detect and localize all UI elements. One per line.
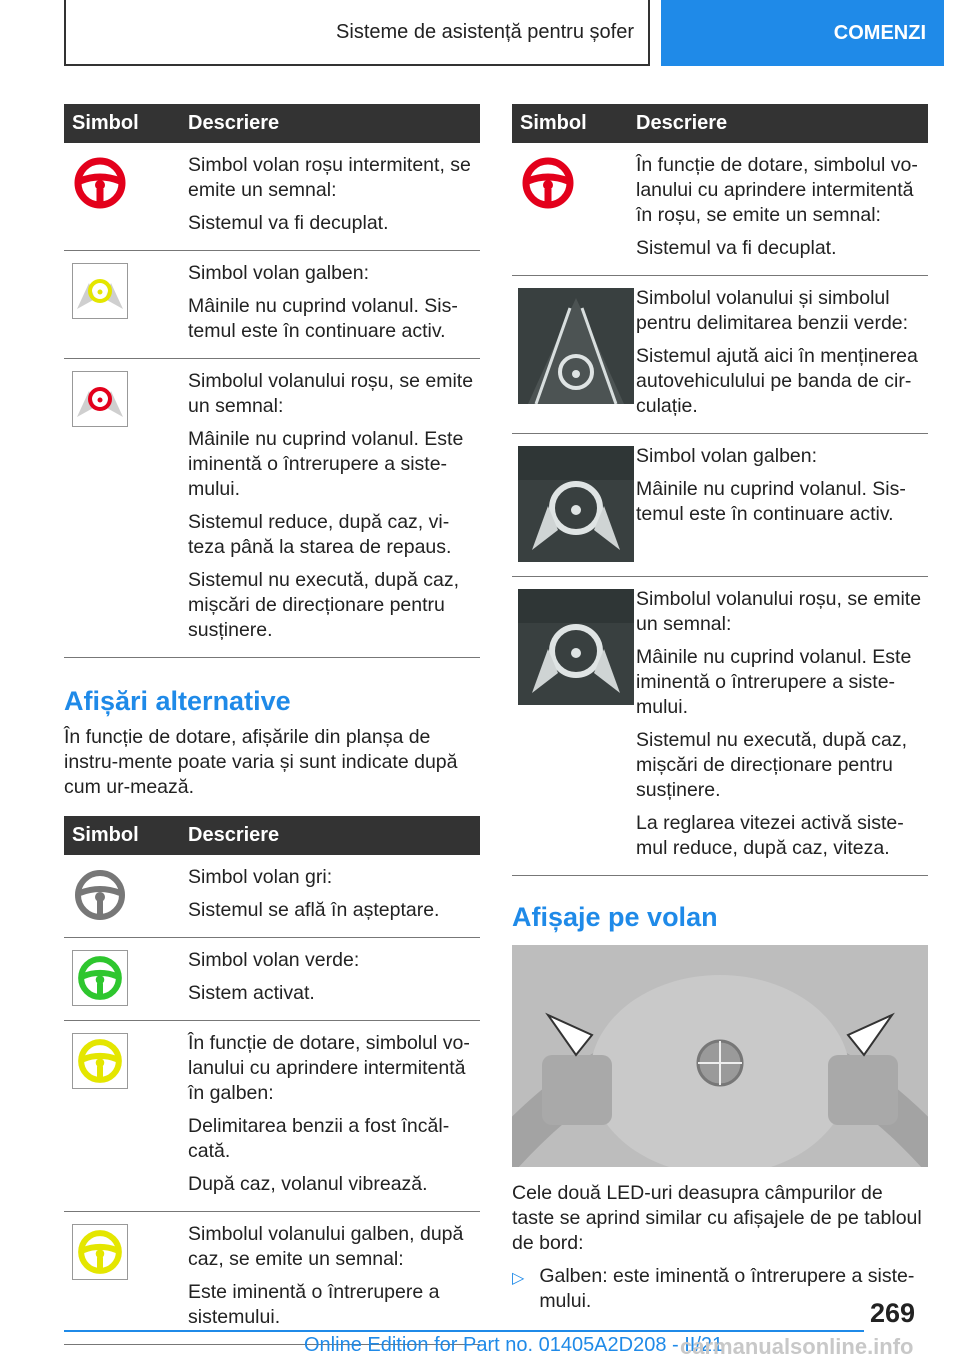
table-row <box>64 1021 480 1212</box>
description-text: Mâinile nu cuprind volanul. Sis-temul este în continuare activ. <box>636 478 906 525</box>
column-header-symbol: Simbol <box>512 104 636 143</box>
column-header-symbol: Simbol <box>64 104 188 143</box>
description-text: Simbol volan galben: <box>188 262 370 284</box>
footer-divider <box>64 1330 864 1332</box>
description-text: Simbolul volanului roșu, se emite un semnal: <box>188 370 474 417</box>
description-text: În funcție de dotare, simbolul vo-lanului cu aprindere intermitentă în galben: <box>188 1032 470 1104</box>
description-text: Sistemul se află în așteptare. <box>188 899 440 921</box>
symbol-table-alternative <box>64 816 480 1345</box>
description-text: La reglarea vitezei activă siste-mul reduce, după caz, viteza. <box>636 812 904 859</box>
description-text: După caz, volanul vibrează. <box>188 1173 428 1195</box>
description-text: Simbol volan galben: <box>636 445 818 467</box>
footer-watermark: carmanualsonline.info <box>680 1334 914 1359</box>
description-text: Simbol volan roșu intermitent, se emite un semnal: <box>188 154 471 201</box>
table-row <box>64 938 480 1021</box>
bullet-text: Galben: este iminentă o întrerupere a siste-mului. <box>539 1265 915 1312</box>
symbol-table-display <box>512 104 928 876</box>
right-column <box>512 104 928 1314</box>
page-number: 269 <box>870 1298 916 1328</box>
description-text: Simbol volan verde: <box>188 949 360 971</box>
description-text: Sistemul ajută aici în menținerea autovehiculului pe banda de cir-culație. <box>636 345 918 417</box>
table-row <box>64 359 480 658</box>
table-row <box>512 577 928 876</box>
table-row <box>512 434 928 577</box>
grey-steering-wheel-icon <box>72 867 128 923</box>
hands-off-display-icon <box>518 589 634 705</box>
column-header-description: Descriere <box>188 104 480 143</box>
column-header-description: Descriere <box>636 104 928 143</box>
red-steering-wheel-icon <box>520 155 576 211</box>
yellow-hands-off-wheel-icon <box>72 263 128 319</box>
description-text: Sistemul nu execută, după caz, mișcări de direcționare pentru susținere. <box>188 569 459 641</box>
description-text: Este iminentă o întrerupere a sistemului. <box>188 1281 440 1328</box>
description-text: În funcție de dotare, simbolul vo-lanului cu aprindere intermitentă în roșu, se emite un semnal: <box>636 154 918 226</box>
description-text: Simbolul volanului roșu, se emite un semnal: <box>636 588 922 635</box>
list-item <box>512 1264 928 1314</box>
description-text: Sistemul va fi decuplat. <box>636 237 837 259</box>
table-row <box>512 276 928 434</box>
column-header-symbol: Simbol <box>64 816 188 855</box>
symbol-table-main <box>64 104 480 658</box>
header-chapter-tab[interactable]: COMENZI <box>661 0 944 66</box>
red-steering-wheel-icon <box>72 155 128 211</box>
section-title-wheel-displays: Afișaje pe volan <box>512 902 718 932</box>
table-row <box>64 251 480 359</box>
column-header-description: Descriere <box>188 816 480 855</box>
description-text: Sistemul reduce, după caz, vi-teza până la starea de repaus. <box>188 511 452 558</box>
header-section-title: Sisteme de asistență pentru șofer <box>64 0 650 66</box>
yellow-steering-wheel-icon <box>72 1033 128 1089</box>
description-text: Simbolul volanului și simbolul pentru delimitarea benzii verde: <box>636 287 909 334</box>
description-text: Mâinile nu cuprind volanul. Este iminentă o întrerupere a siste-mului. <box>188 428 464 500</box>
description-text: Simbolul volanului galben, după caz, se emite un semnal: <box>188 1223 464 1270</box>
table-row <box>64 143 480 251</box>
footer-edition: Online Edition for Part no. 01405A2D208 - II/21 <box>304 1334 724 1356</box>
description-text: Sistemul nu execută, după caz, mișcări de direcționare pentru susținere. <box>636 729 907 801</box>
steering-wheel-photo <box>512 945 928 1167</box>
red-hands-off-wheel-icon <box>72 371 128 427</box>
triangle-right-icon: ▷ <box>512 1270 525 1287</box>
wheel-section-body: Cele două LED-uri deasupra câmpurilor de taste se aprind similar cu afișajele de pe tabloul de bord: <box>512 1182 922 1254</box>
section-intro: În funcție de dotare, afișările din planșa de instru-mente poate varia și sunt indicate după cum ur-mează. <box>64 726 458 798</box>
yellow-steering-wheel-icon <box>72 1224 128 1280</box>
table-row <box>64 855 480 938</box>
description-text: Mâinile nu cuprind volanul. Este iminentă o întrerupere a siste-mului. <box>636 646 912 718</box>
description-text: Delimitarea benzii a fost încăl-cată. <box>188 1115 450 1162</box>
table-row <box>512 143 928 276</box>
description-text: Sistemul va fi decuplat. <box>188 212 389 234</box>
description-text: Mâinile nu cuprind volanul. Sis-temul este în continuare activ. <box>188 295 458 342</box>
left-column <box>64 104 480 1345</box>
lane-assist-display-icon <box>518 288 634 404</box>
section-title-alternative: Afișări alternative <box>64 686 291 716</box>
green-steering-wheel-icon <box>72 950 128 1006</box>
table-row <box>64 1212 480 1345</box>
description-text: Sistem activat. <box>188 982 315 1004</box>
hands-off-display-icon <box>518 446 634 562</box>
description-text: Simbol volan gri: <box>188 866 333 888</box>
